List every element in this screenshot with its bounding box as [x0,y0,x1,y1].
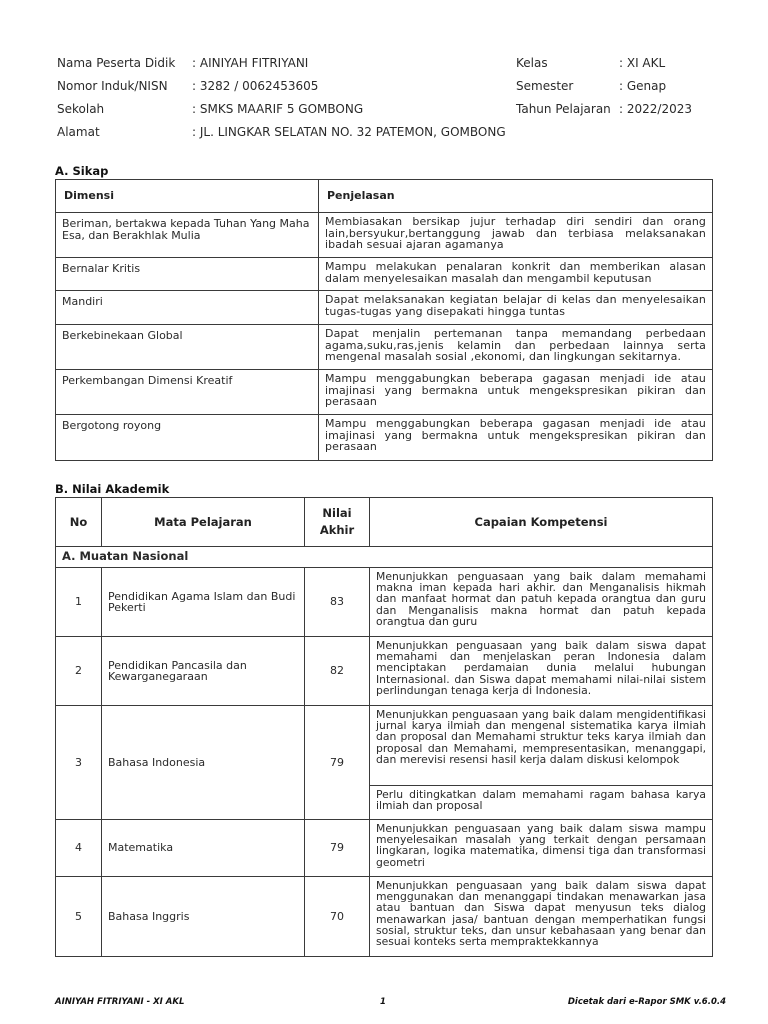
cell-nilai: 82 [305,637,370,706]
cell-penjelasan: Dapat menjalin pertemanan tanpa memandang perbedaan agama,suku,ras,jenis kelamin dan perbedaan lainnya serta mengenal masalah sosial ,ekonomi, dan lingkungan sekitarnya. [319,325,713,370]
cell-mapel: Bahasa Inggris [102,877,305,957]
cell-dimensi: Mandiri [56,291,319,325]
table-row [56,706,713,786]
cell-dimensi: Beriman, bertakwa kepada Tuhan Yang Maha Esa, dan Berakhlak Mulia [56,213,319,258]
cell-no: 1 [56,568,102,637]
cell-capaian: Menunjukkan penguasaan yang baik dalam siswa dapat menggunakan dan menanggapi tindakan menawarkan jasa atau bantuan dan Siswa dapat menyusun teks dialog menawarkan jasa/ bantuan dengan memperhatikan fungsi sosial, struktur teks, dan unsur kebahasaan yang benar dan sesuai konteks serta mempraktekkannya [370,877,713,957]
header-capaian: Capaian Kompetensi [370,498,713,547]
cell-no: 3 [56,706,102,820]
table-row [56,291,713,325]
header-mapel: Mata Pelajaran [102,498,305,547]
cell-no: 2 [56,637,102,706]
info-value: : 3282 / 0062453605 [192,79,319,93]
cell-mapel: Pendidikan Agama Islam dan Budi Pekerti [102,568,305,637]
header-penjelasan: Penjelasan [319,180,713,213]
cell-capaian: Menunjukkan penguasaan yang baik dalam mengidentifikasi jurnal karya ilmiah dan mengenal sistematika karya ilmiah dan proposal dan Memahami struktur teks karya ilmiah dan proposal dan Memahami, mempresentasikan, menanggapi, dan merevisi resensi hasil kerja dalam diskusi kelompok [370,706,713,786]
info-value: : JL. LINGKAR SELATAN NO. 32 PATEMON, GOMBONG [192,125,506,139]
cell-no: 5 [56,877,102,957]
cell-mapel: Matematika [102,820,305,877]
cell-no: 4 [56,820,102,877]
cell-capaian: Menunjukkan penguasaan yang baik dalam memahami makna iman kepada hari akhir. dan Menganalisis hikmah dan manfaat hormat dan patuh kepada orangtua dan guru dan Menganalisis makna hormat dan patuh kepada orangtua dan guru [370,568,713,637]
cell-mapel: Bahasa Indonesia [102,706,305,820]
table-row [56,820,713,877]
info-label: Sekolah [57,102,105,116]
table-header-row [56,180,713,213]
cell-dimensi: Bergotong royong [56,415,319,461]
table-row [56,415,713,461]
table-row [56,637,713,706]
cell-penjelasan: Dapat melaksanakan kegiatan belajar di kelas dan menyelesaikan tugas-tugas yang disepakati hingga tuntas [319,291,713,325]
cell-nilai: 79 [305,820,370,877]
table-row [56,370,713,415]
cell-penjelasan: Mampu menggabungkan beberapa gagasan menjadi ide atau imajinasi yang bermakna untuk mengekspresikan pikiran dan perasaan [319,370,713,415]
info-label: Semester [516,79,574,93]
footer-printed-by: Dicetak dari e-Rapor SMK v.6.0.4 [567,997,726,1007]
cell-nilai: 83 [305,568,370,637]
cell-nilai: 79 [305,706,370,820]
table-row [56,325,713,370]
cell-dimensi: Bernalar Kritis [56,258,319,291]
cell-nilai: 70 [305,877,370,957]
header-dimensi: Dimensi [56,180,319,213]
cell-capaian: Menunjukkan penguasaan yang baik dalam siswa dapat memahami dan menjelaskan peran Indonesia dalam menciptakan perdamaian dunia melalui hubungan Internasional. dan Siswa dapat memahami nilai-nilai sistem perlindungan tenaga kerja di Indonesia. [370,637,713,706]
section-title-nilai: B. Nilai Akademik [55,482,170,496]
footer-student: AINIYAH FITRIYANI - XI AKL [55,997,185,1007]
header-nilai-text: Nilai Akhir [319,506,355,537]
table-row [56,213,713,258]
header-no: No [56,498,102,547]
group-row [56,547,713,568]
info-label: Tahun Pelajaran [516,102,611,116]
cell-penjelasan: Membiasakan bersikap jujur terhadap diri sendiri dan orang lain,bersyukur,bertanggung jawab dan terbiasa melaksanakan ibadah sesuai ajaran agamanya [319,213,713,258]
info-label: Nama Peserta Didik [57,56,176,70]
cell-capaian: Menunjukkan penguasaan yang baik dalam siswa mampu menyelesaikan masalah yang terkait dengan persamaan lingkaran, logika matematika, dimensi tiga dan transformasi geometri [370,820,713,877]
footer-page-number: 1 [380,997,386,1007]
cell-capaian: Perlu ditingkatkan dalam memahami ragam bahasa karya ilmiah dan proposal [370,786,713,820]
section-title-sikap: A. Sikap [55,164,109,178]
info-value: : 2022/2023 [619,102,692,116]
sikap-table [55,179,713,461]
table-row [56,877,713,957]
cell-dimensi: Berkebinekaan Global [56,325,319,370]
table-header-row [56,498,713,547]
header-nilai [305,498,370,547]
info-value: : SMKS MAARIF 5 GOMBONG [192,102,364,116]
info-label: Alamat [57,125,100,139]
cell-penjelasan: Mampu menggabungkan beberapa gagasan menjadi ide atau imajinasi yang bermakna untuk mengekspresikan pikiran dan perasaan [319,415,713,461]
info-label: Nomor Induk/NISN [57,79,168,93]
table-row [56,258,713,291]
cell-dimensi: Perkembangan Dimensi Kreatif [56,370,319,415]
cell-mapel: Pendidikan Pancasila dan Kewarganegaraan [102,637,305,706]
info-label: Kelas [516,56,548,70]
group-label: A. Muatan Nasional [56,547,713,568]
table-row [56,568,713,637]
info-value: : XI AKL [619,56,666,70]
info-value: : Genap [619,79,667,93]
cell-penjelasan: Mampu melakukan penalaran konkrit dan memberikan alasan dalam menyelesaikan masalah dan mengambil keputusan [319,258,713,291]
nilai-table [55,497,713,957]
info-value: : AINIYAH FITRIYANI [192,56,309,70]
